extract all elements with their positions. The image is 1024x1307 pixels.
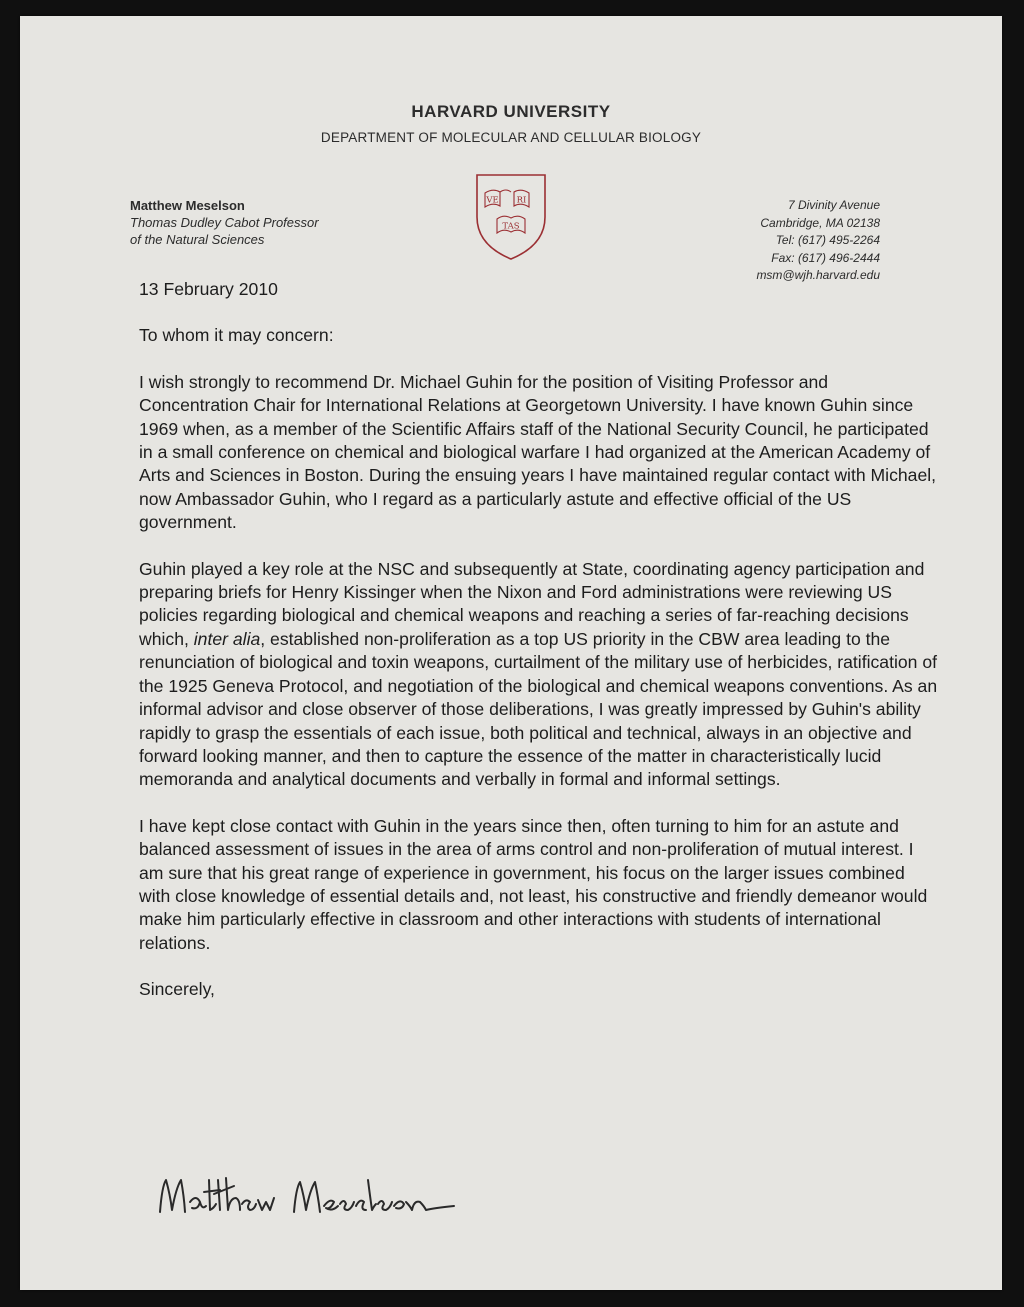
sender-title-line1: Thomas Dudley Cabot Professor <box>130 215 319 230</box>
sender-name: Matthew Meselson <box>130 198 245 213</box>
shield-text-ve: VE <box>486 195 499 206</box>
paragraph-2-part-2: , established non-proliferation as a top US priority in the CBW area leading to the renunciation of biological and toxin weapons, curtailment of the military use of herbicides, ratification of the 1925 Geneva Protocol, and negotiation of the biological and chemical weapons conventions. As an informal advisor and close observer of those deliberations, I was greatly impressed by Guhin's ability rapidly to grasp the essentials of each issue, both political and technical, always in an objective and forward looking manner, and then to capture the essence of the matter in characteristically lucid memoranda and analytical documents and verbally in formal and informal settings. <box>139 628 938 790</box>
address-fax: Fax: (617) 496-2444 <box>771 250 880 265</box>
letter-page <box>20 16 1002 1290</box>
paragraph-2-part-1: Guhin played a key role at the NSC and subsequently at State, coordinating agency participation and preparing briefs for Henry Kissinger when the Nixon and Ford administrations were reviewing US policies regarding biological and chemical weapons and reaching a series of far-reaching decisions which, <box>139 558 925 649</box>
paragraph-1: I wish strongly to recommend Dr. Michael Guhin for the position of Visiting Professor and Concentration Chair for International Relations at Georgetown University. I have known Guhin since 1969 when, as a member of the Scientific Affairs staff of the National Security Council, he participated in a small conference on chemical and biological warfare I had organized at the American Academy of Arts and Sciences in Boston. During the ensuing years I have maintained regular contact with Michael, now Ambassador Guhin, who I regard as a particularly astute and effective official of the US government. <box>139 371 937 533</box>
address-tel: Tel: (617) 495-2264 <box>775 233 880 248</box>
address-city: Cambridge, MA 02138 <box>760 215 880 230</box>
letter-body <box>139 278 939 1002</box>
address-email: msm@wjh.harvard.edu <box>756 268 880 283</box>
address-block <box>756 197 880 285</box>
sender-title-line2: of the Natural Sciences <box>130 232 265 247</box>
paragraph-2 <box>139 558 939 792</box>
paragraph-3: I have kept close contact with Guhin in the years since then, often turning to him for an astute and balanced assessment of issues in the area of arms control and non-proliferation of mutual interest. I am sure that his great range of experience in government, his focus on the larger issues combined with close knowledge of essential details and, not least, his constructive and friendly demeanor would make him particularly effective in classroom and other interactions with students of international relations. <box>139 815 928 953</box>
letter-salutation: To whom it may concern: <box>139 325 334 346</box>
harvard-shield-icon <box>473 171 549 261</box>
shield-text-ri: RI <box>516 195 527 206</box>
department-name: DEPARTMENT OF MOLECULAR AND CELLULAR BIOLOGY <box>320 130 702 145</box>
handwritten-signature <box>154 1166 534 1226</box>
shield-text-tas: TAS <box>502 221 520 232</box>
letter-closing: Sincerely, <box>139 979 215 1000</box>
sender-block <box>130 197 319 248</box>
paragraph-2-italic: inter alia <box>193 628 261 649</box>
address-street: 7 Divinity Avenue <box>787 198 880 212</box>
letter-date: 13 February 2010 <box>139 279 278 299</box>
university-name: HARVARD UNIVERSITY <box>411 102 611 121</box>
